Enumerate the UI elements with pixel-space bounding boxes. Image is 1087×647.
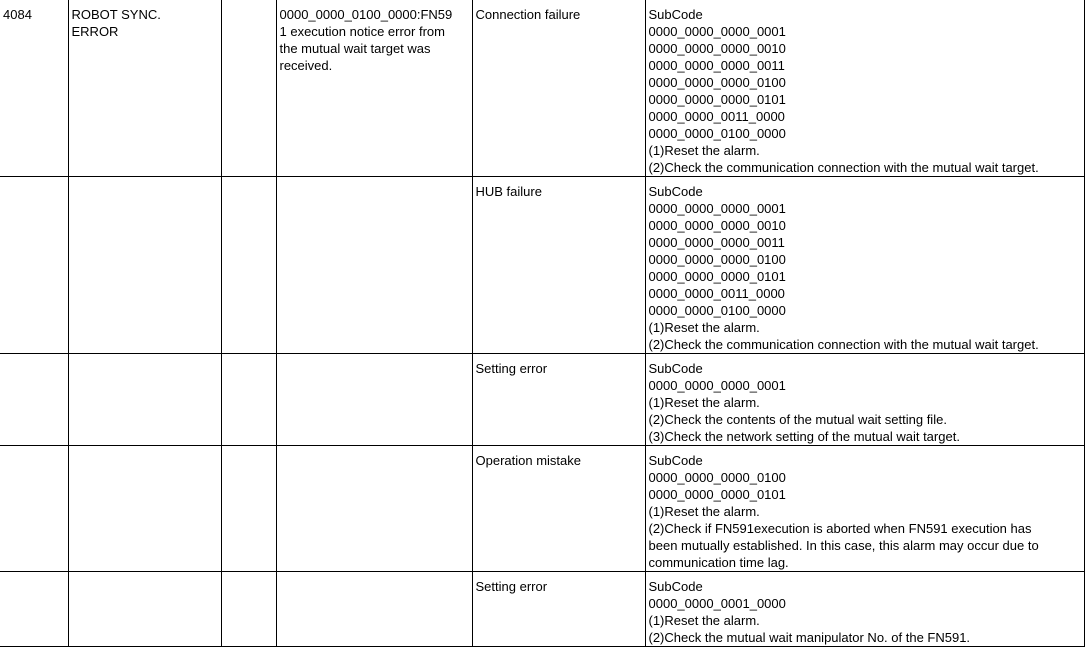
sub-cell bbox=[221, 446, 276, 572]
remedy-line: SubCode bbox=[648, 453, 703, 468]
remedy-line: 0000_0000_0000_0100 bbox=[648, 252, 786, 267]
alarm-name-cell bbox=[68, 446, 221, 572]
alarm-number-cell bbox=[0, 0, 68, 177]
remedy-line: 0000_0000_0001_0000 bbox=[648, 596, 786, 611]
sub-cell bbox=[221, 572, 276, 647]
table-row bbox=[0, 572, 1084, 647]
remedy-line: (1)Reset the alarm. bbox=[648, 320, 760, 335]
remedy-line: 0000_0000_0100_0000 bbox=[648, 126, 786, 141]
remedy-line: (2)Check if FN591execution is aborted when FN591 execution has bbox=[648, 521, 1032, 536]
meaning-line: 0000_0000_0100_0000:FN59 bbox=[279, 7, 453, 22]
alarm-number-cell bbox=[0, 446, 68, 572]
remedy-line: 0000_0000_0000_0100 bbox=[648, 470, 786, 485]
alarm-name-cell bbox=[68, 572, 221, 647]
alarm-name-cell bbox=[68, 0, 221, 177]
table-row bbox=[0, 177, 1084, 354]
alarm-name-line: ERROR bbox=[71, 24, 119, 39]
meaning-line: the mutual wait target was bbox=[279, 41, 431, 56]
meaning-cell bbox=[276, 572, 472, 647]
alarm-name-line: ROBOT SYNC. bbox=[71, 7, 161, 22]
alarm-number: 4084 bbox=[3, 7, 32, 22]
remedy-line: (2)Check the communication connection with the mutual wait target. bbox=[648, 160, 1039, 175]
remedy-cell bbox=[645, 177, 1084, 354]
cause-cell bbox=[472, 354, 645, 446]
remedy-line: 0000_0000_0011_0000 bbox=[648, 109, 785, 124]
remedy-line: 0000_0000_0000_0101 bbox=[648, 487, 786, 502]
remedy-line: (1)Reset the alarm. bbox=[648, 613, 760, 628]
cause-cell bbox=[472, 446, 645, 572]
table-row bbox=[0, 446, 1084, 572]
remedy-cell bbox=[645, 354, 1084, 446]
meaning-cell bbox=[276, 0, 472, 177]
remedy-line: (3)Check the network setting of the mutual wait target. bbox=[648, 429, 960, 444]
meaning-line: 1 execution notice error from bbox=[279, 24, 445, 39]
meaning-cell bbox=[276, 177, 472, 354]
remedy-cell bbox=[645, 446, 1084, 572]
remedy-line: SubCode bbox=[648, 7, 703, 22]
remedy-line: 0000_0000_0000_0001 bbox=[648, 24, 786, 39]
remedy-line: 0000_0000_0000_0101 bbox=[648, 269, 786, 284]
alarm-name-cell bbox=[68, 177, 221, 354]
remedy-line: (1)Reset the alarm. bbox=[648, 395, 760, 410]
remedy-line: communication time lag. bbox=[648, 555, 789, 570]
remedy-line: (1)Reset the alarm. bbox=[648, 143, 760, 158]
meaning-cell bbox=[276, 446, 472, 572]
remedy-line: 0000_0000_0000_0001 bbox=[648, 201, 786, 216]
remedy-line: SubCode bbox=[648, 361, 703, 376]
remedy-line: (2)Check the contents of the mutual wait setting file. bbox=[648, 412, 947, 427]
remedy-line: SubCode bbox=[648, 579, 703, 594]
remedy-line: (1)Reset the alarm. bbox=[648, 504, 760, 519]
remedy-line: 0000_0000_0000_0011 bbox=[648, 235, 785, 250]
cause-text: HUB failure bbox=[475, 184, 542, 199]
cause-text: Setting error bbox=[475, 579, 548, 594]
remedy-line: 0000_0000_0000_0010 bbox=[648, 218, 786, 233]
remedy-line: 0000_0000_0000_0011 bbox=[648, 58, 785, 73]
remedy-line: been mutually established. In this case, this alarm may occur due to bbox=[648, 538, 1039, 553]
remedy-line: 0000_0000_0011_0000 bbox=[648, 286, 785, 301]
remedy-cell bbox=[645, 0, 1084, 177]
remedy-line: 0000_0000_0000_0101 bbox=[648, 92, 786, 107]
alarm-name-cell bbox=[68, 354, 221, 446]
table-row bbox=[0, 354, 1084, 446]
remedy-line: 0000_0000_0000_0001 bbox=[648, 378, 786, 393]
alarm-number-cell bbox=[0, 177, 68, 354]
remedy-cell bbox=[645, 572, 1084, 647]
alarm-number-cell bbox=[0, 354, 68, 446]
meaning-line: received. bbox=[279, 58, 333, 73]
cause-cell bbox=[472, 572, 645, 647]
remedy-line: 0000_0000_0100_0000 bbox=[648, 303, 786, 318]
remedy-line: SubCode bbox=[648, 184, 703, 199]
cause-text: Operation mistake bbox=[475, 453, 581, 468]
remedy-line: (2)Check the communication connection with the mutual wait target. bbox=[648, 337, 1039, 352]
cause-cell bbox=[472, 177, 645, 354]
sub-cell bbox=[221, 177, 276, 354]
remedy-line: 0000_0000_0000_0010 bbox=[648, 41, 786, 56]
table-row bbox=[0, 0, 1084, 177]
meaning-cell bbox=[276, 354, 472, 446]
cause-cell bbox=[472, 0, 645, 177]
cause-text: Connection failure bbox=[475, 7, 581, 22]
remedy-line: 0000_0000_0000_0100 bbox=[648, 75, 786, 90]
sub-cell bbox=[221, 354, 276, 446]
remedy-line: (2)Check the mutual wait manipulator No. of the FN591. bbox=[648, 630, 971, 645]
cause-text: Setting error bbox=[475, 361, 548, 376]
alarm-number-cell bbox=[0, 572, 68, 647]
sub-cell bbox=[221, 0, 276, 177]
